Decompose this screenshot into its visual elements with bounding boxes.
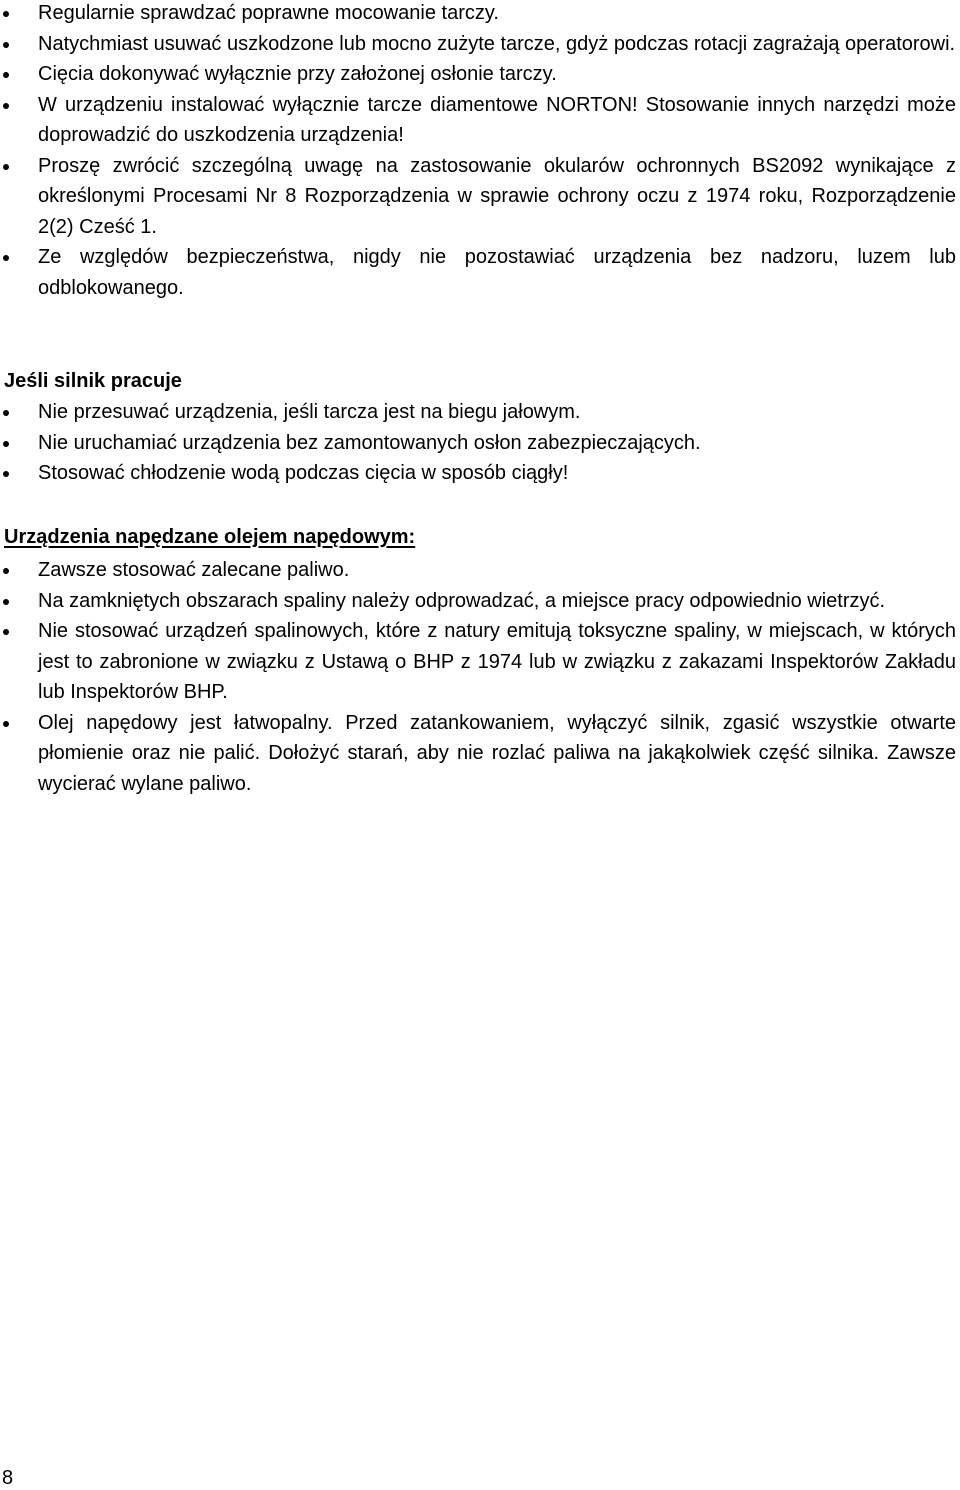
bullet-icon	[3, 410, 9, 416]
bullet-icon	[3, 255, 9, 261]
section-heading-engine-running: Jeśli silnik pracuje	[4, 370, 182, 392]
bullet-icon	[3, 103, 9, 109]
safety-list-diesel-devices	[0, 555, 956, 799]
list-item-text: Na zamkniętych obszarach spaliny należy odprowadzać, a miejsce pracy odpowiednio wietrzyć.	[38, 589, 886, 612]
list-item	[0, 616, 956, 708]
list-item	[0, 59, 956, 90]
list-item-text: Cięcia dokonywać wyłącznie przy założonej osłonie tarczy.	[38, 63, 557, 85]
list-item	[0, 428, 956, 459]
list-item-text: Proszę zwrócić szczególną uwagę na zastosowanie okularów ochronnych BS2092 wynikające z określonymi Procesami Nr 8 Rozporządzenia w sprawie ochrony oczu z 1974 roku, Rozporządzenie 2(2) Cześć 1.	[38, 154, 956, 238]
bullet-icon	[3, 568, 9, 574]
bullet-icon	[3, 441, 9, 447]
bullet-icon	[3, 599, 9, 605]
list-item	[0, 90, 956, 151]
page-number: 8	[2, 1467, 14, 1489]
list-item-text: Regularnie sprawdzać poprawne mocowanie tarczy.	[38, 2, 499, 24]
list-item	[0, 708, 956, 800]
bullet-icon	[3, 11, 9, 17]
list-item-text: W urządzeniu instalować wyłącznie tarcze diamentowe NORTON! Stosowanie innych narzędzi może doprowadzić do uszkodzenia urządzenia!	[38, 93, 956, 146]
list-item-text: Nie stosować urządzeń spalinowych, które z natury emitują toksyczne spaliny, w miejscach, w których jest to zabronione w związku z Ustawą o BHP z 1974 lub w związku z zakazami Inspektorów Zakładu lub Inspektorów BHP.	[38, 620, 956, 703]
list-item-text: Zawsze stosować zalecane paliwo.	[38, 559, 350, 581]
list-item	[0, 29, 956, 60]
list-item-text: Olej napędowy jest łatwopalny. Przed zatankowaniem, wyłączyć silnik, zgasić wszystkie otwarte płomienie oraz nie palić. Dołożyć starań, aby nie rozlać paliwa na jakąkolwiek część silnika. Zawsze wycierać wylane paliwo.	[38, 711, 956, 795]
list-item	[0, 0, 956, 29]
list-item-text: Stosować chłodzenie wodą podczas cięcia w sposób ciągły!	[38, 462, 569, 484]
bullet-icon	[3, 164, 9, 170]
list-item	[0, 458, 956, 489]
safety-list-general	[0, 0, 956, 303]
safety-list-engine-running	[0, 397, 956, 489]
bullet-icon	[3, 42, 9, 48]
list-item	[0, 242, 956, 303]
list-item-text: Nie uruchamiać urządzenia bez zamontowanych osłon zabezpieczających.	[38, 431, 701, 454]
list-item-text: Nie przesuwać urządzenia, jeśli tarcza jest na biegu jałowym.	[38, 401, 581, 423]
bullet-icon	[3, 72, 9, 78]
list-item-text: Ze względów bezpieczeństwa, nigdy nie pozostawiać urządzenia bez nadzoru, luzem lub odblokowanego.	[38, 246, 956, 299]
list-item	[0, 555, 956, 586]
bullet-icon	[3, 721, 9, 727]
section-heading-diesel-devices: Urządzenia napędzane olejem napędowym:	[4, 526, 416, 548]
list-item-text: Natychmiast usuwać uszkodzone lub mocno zużyte tarcze, gdyż podczas rotacji zagrażają operatorowi.	[38, 32, 956, 55]
list-item	[0, 151, 956, 243]
bullet-icon	[3, 471, 9, 477]
bullet-icon	[3, 629, 9, 635]
list-item	[0, 586, 956, 617]
list-item	[0, 397, 956, 428]
